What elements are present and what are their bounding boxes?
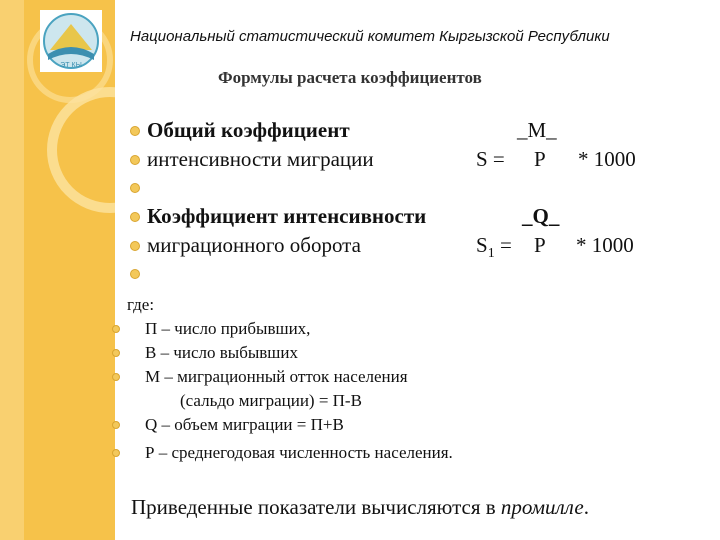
logo-text: ЭТ КЫ (60, 62, 82, 69)
block2-line2: миграционного оборота (147, 233, 361, 257)
footer-end: . (583, 495, 589, 519)
header-org: Национальный статистический комитет Кыргызской Республики (130, 28, 610, 45)
bullet (130, 241, 140, 251)
where-label: где: (127, 295, 155, 314)
block2-line1: Коэффициент интенсивности (147, 204, 427, 228)
def-item: М – миграционный отток населения (145, 367, 408, 386)
nsc-logo-icon (40, 10, 102, 72)
bullet (112, 349, 120, 357)
footer-emphasis: промилле (500, 495, 584, 519)
formula2-multiplier: * 1000 (576, 233, 634, 257)
formula2-subscript: 1 (487, 246, 495, 262)
logo (40, 10, 102, 72)
page-title: Формулы расчета коэффициентов (218, 68, 482, 87)
def-item: Q – объем миграции = П+В (145, 415, 344, 434)
bullet (112, 373, 120, 381)
def-item-continued: (сальдо миграции) = П-В (180, 391, 362, 410)
formula2-s: S (476, 233, 488, 257)
formula2-denominator: P (534, 233, 546, 257)
bullet (130, 126, 140, 136)
bullet (112, 449, 120, 457)
formula1-multiplier: * 1000 (578, 147, 636, 171)
footer-note (131, 495, 589, 520)
footer-text: Приведенные показатели вычисляются в (131, 495, 501, 519)
block1-line1: Общий коэффициент (147, 118, 350, 142)
formula2-numerator: _Q_ (522, 204, 560, 228)
def-item: Р – среднегодовая численность населения. (145, 443, 453, 462)
bullet (130, 155, 140, 165)
bullet (112, 325, 120, 333)
def-item: П – число прибывших, (145, 319, 311, 338)
bullet (130, 212, 140, 222)
formula1-denominator: P (534, 147, 546, 171)
def-item: В – число выбывших (145, 343, 298, 362)
formula2-lhs (476, 233, 512, 262)
formula2-eq: = (499, 233, 512, 257)
formula1-lhs: S = (476, 147, 505, 171)
bullet (112, 421, 120, 429)
bullet (130, 183, 140, 193)
bullet (130, 269, 140, 279)
block1-line2: интенсивности миграции (147, 147, 374, 171)
formula1-numerator: _M_ (517, 118, 557, 142)
